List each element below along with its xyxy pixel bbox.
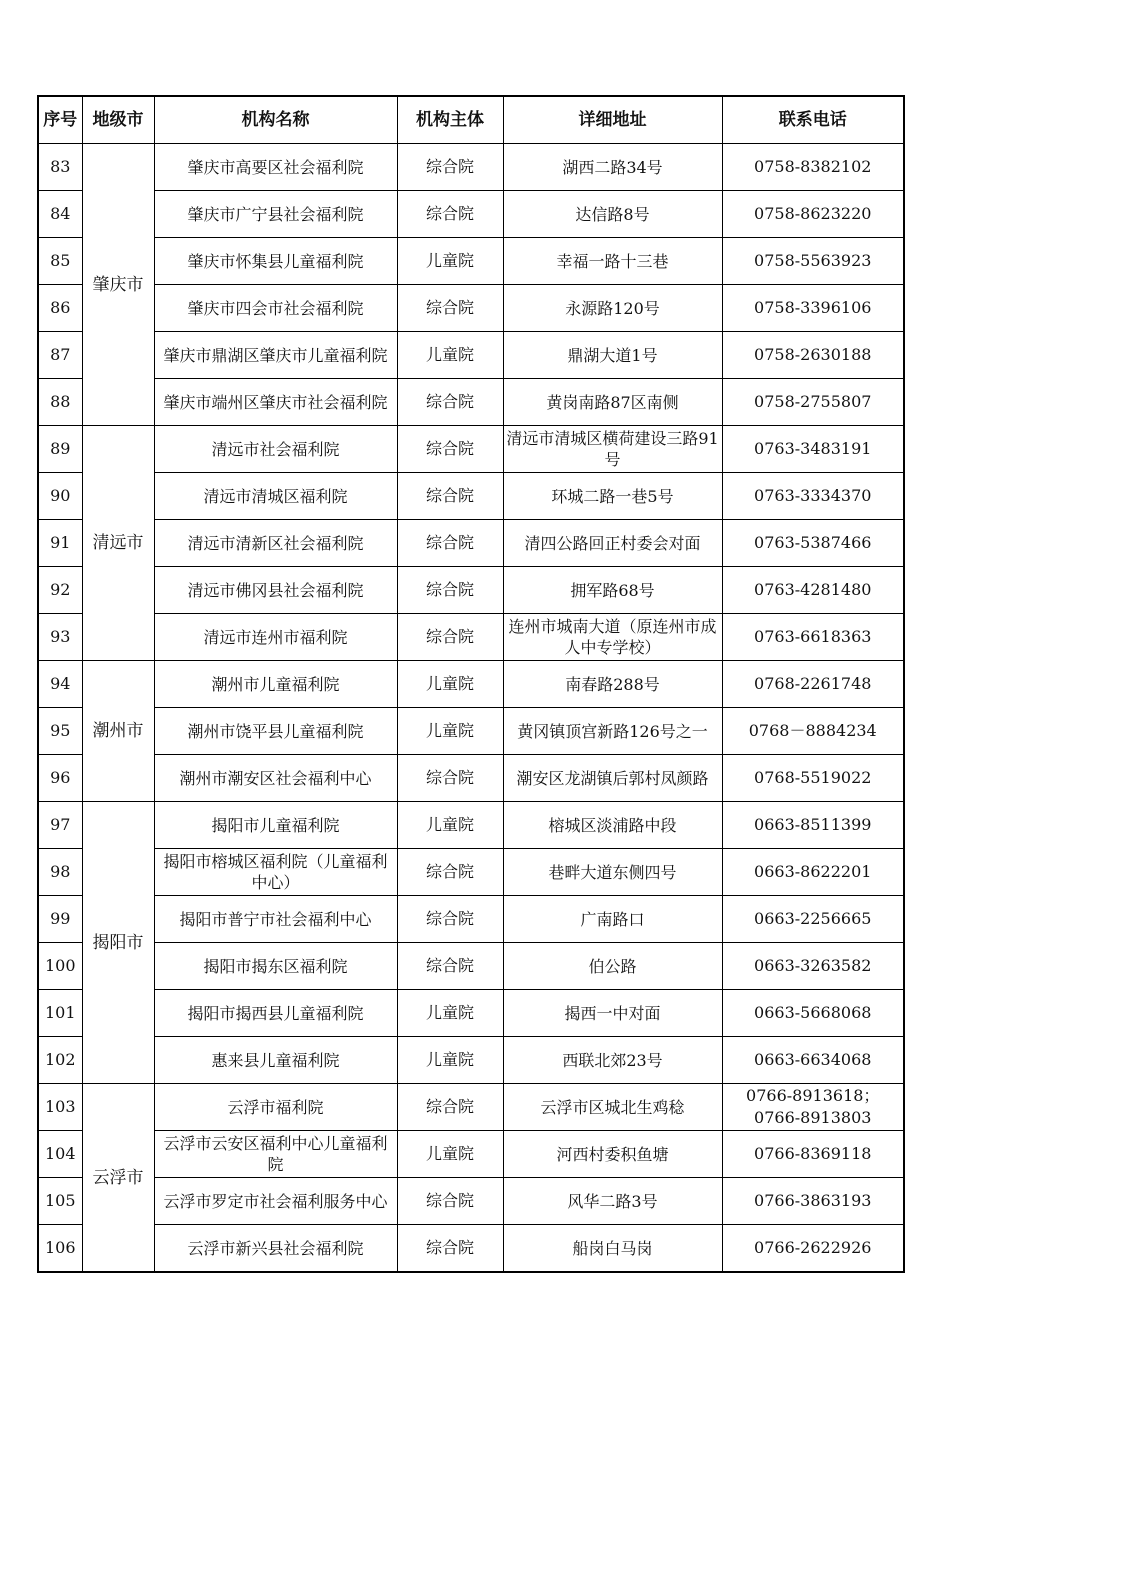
cell-phone: 0763-5387466 (722, 520, 904, 567)
table-row (38, 238, 904, 285)
cell-seq: 85 (38, 238, 82, 285)
cell-seq: 99 (38, 896, 82, 943)
table-row (38, 1131, 904, 1178)
cell-phone: 0766-8369118 (722, 1131, 904, 1178)
cell-name: 潮州市饶平县儿童福利院 (154, 708, 397, 755)
cell-phone: 0763-3483191 (722, 426, 904, 473)
table-row (38, 802, 904, 849)
table-row (38, 1084, 904, 1131)
cell-phone: 0758-8382102 (722, 144, 904, 191)
cell-name: 清远市佛冈县社会福利院 (154, 567, 397, 614)
header-type: 机构主体 (397, 96, 503, 144)
cell-type: 儿童院 (397, 708, 503, 755)
cell-type: 儿童院 (397, 990, 503, 1037)
cell-seq: 97 (38, 802, 82, 849)
cell-name: 肇庆市广宁县社会福利院 (154, 191, 397, 238)
cell-phone: 0758-2755807 (722, 379, 904, 426)
cell-phone: 0663-5668068 (722, 990, 904, 1037)
cell-address: 伯公路 (503, 943, 722, 990)
table-row (38, 379, 904, 426)
cell-name: 肇庆市鼎湖区肇庆市儿童福利院 (154, 332, 397, 379)
cell-address: 榕城区淡浦路中段 (503, 802, 722, 849)
table-row (38, 661, 904, 708)
cell-type: 儿童院 (397, 661, 503, 708)
table-row (38, 614, 904, 661)
cell-phone: 0758-8623220 (722, 191, 904, 238)
table-row (38, 990, 904, 1037)
cell-seq: 103 (38, 1084, 82, 1131)
table-row (38, 943, 904, 990)
cell-address: 揭西一中对面 (503, 990, 722, 1037)
cell-phone: 0763-4281480 (722, 567, 904, 614)
cell-name: 云浮市新兴县社会福利院 (154, 1225, 397, 1273)
table-row (38, 708, 904, 755)
cell-type: 儿童院 (397, 1131, 503, 1178)
cell-city: 潮州市 (82, 661, 154, 802)
cell-type: 综合院 (397, 473, 503, 520)
cell-seq: 106 (38, 1225, 82, 1273)
table-body (38, 144, 904, 1273)
cell-phone: 0758-3396106 (722, 285, 904, 332)
cell-address: 黄冈镇顶宫新路126号之一 (503, 708, 722, 755)
cell-address: 黄岗南路87区南侧 (503, 379, 722, 426)
cell-city: 清远市 (82, 426, 154, 661)
cell-name: 揭阳市儿童福利院 (154, 802, 397, 849)
cell-address: 河西村委积鱼塘 (503, 1131, 722, 1178)
cell-address: 永源路120号 (503, 285, 722, 332)
table-row (38, 473, 904, 520)
cell-type: 儿童院 (397, 1037, 503, 1084)
cell-seq: 83 (38, 144, 82, 191)
cell-type: 综合院 (397, 1225, 503, 1273)
cell-seq: 102 (38, 1037, 82, 1084)
cell-name: 云浮市云安区福利中心儿童福利院 (154, 1131, 397, 1178)
cell-address: 南春路288号 (503, 661, 722, 708)
cell-type: 综合院 (397, 379, 503, 426)
cell-name: 揭阳市揭西县儿童福利院 (154, 990, 397, 1037)
cell-phone: 0766-3863193 (722, 1178, 904, 1225)
cell-type: 综合院 (397, 567, 503, 614)
cell-name: 揭阳市普宁市社会福利中心 (154, 896, 397, 943)
table-row (38, 896, 904, 943)
table-row (38, 191, 904, 238)
cell-address: 湖西二路34号 (503, 144, 722, 191)
cell-phone: 0766-8913618；0766-8913803 (722, 1084, 904, 1131)
cell-name: 惠来县儿童福利院 (154, 1037, 397, 1084)
cell-seq: 104 (38, 1131, 82, 1178)
cell-city: 肇庆市 (82, 144, 154, 426)
cell-name: 云浮市罗定市社会福利服务中心 (154, 1178, 397, 1225)
cell-seq: 94 (38, 661, 82, 708)
header-name: 机构名称 (154, 96, 397, 144)
cell-type: 综合院 (397, 896, 503, 943)
cell-phone: 0663-8511399 (722, 802, 904, 849)
cell-seq: 84 (38, 191, 82, 238)
cell-address: 云浮市区城北生鸡稔 (503, 1084, 722, 1131)
cell-type: 综合院 (397, 191, 503, 238)
cell-name: 揭阳市揭东区福利院 (154, 943, 397, 990)
cell-phone: 0663-3263582 (722, 943, 904, 990)
cell-address: 环城二路一巷5号 (503, 473, 722, 520)
cell-type: 综合院 (397, 520, 503, 567)
cell-phone: 0763-6618363 (722, 614, 904, 661)
cell-name: 肇庆市端州区肇庆市社会福利院 (154, 379, 397, 426)
cell-type: 综合院 (397, 1084, 503, 1131)
cell-type: 综合院 (397, 755, 503, 802)
table-row (38, 567, 904, 614)
cell-seq: 90 (38, 473, 82, 520)
cell-address: 西联北郊23号 (503, 1037, 722, 1084)
cell-type: 综合院 (397, 285, 503, 332)
cell-address: 广南路口 (503, 896, 722, 943)
cell-type: 儿童院 (397, 802, 503, 849)
cell-address: 潮安区龙湖镇后郭村凤颜路 (503, 755, 722, 802)
cell-name: 肇庆市怀集县儿童福利院 (154, 238, 397, 285)
cell-address: 拥军路68号 (503, 567, 722, 614)
cell-address: 清远市清城区横荷建设三路91号 (503, 426, 722, 473)
cell-seq: 92 (38, 567, 82, 614)
welfare-institution-table (37, 95, 905, 1273)
cell-seq: 96 (38, 755, 82, 802)
table-row (38, 520, 904, 567)
header-address: 详细地址 (503, 96, 722, 144)
table-row (38, 1178, 904, 1225)
header-seq: 序号 (38, 96, 82, 144)
cell-name: 揭阳市榕城区福利院（儿童福利中心） (154, 849, 397, 896)
cell-seq: 89 (38, 426, 82, 473)
cell-phone: 0763-3334370 (722, 473, 904, 520)
cell-phone: 0768－8884234 (722, 708, 904, 755)
cell-seq: 93 (38, 614, 82, 661)
cell-type: 综合院 (397, 426, 503, 473)
cell-seq: 98 (38, 849, 82, 896)
cell-phone: 0768-2261748 (722, 661, 904, 708)
table-row (38, 849, 904, 896)
cell-address: 清四公路回正村委会对面 (503, 520, 722, 567)
cell-phone: 0663-2256665 (722, 896, 904, 943)
table-row (38, 144, 904, 191)
cell-name: 肇庆市高要区社会福利院 (154, 144, 397, 191)
cell-type: 综合院 (397, 614, 503, 661)
cell-type: 综合院 (397, 943, 503, 990)
cell-name: 清远市连州市福利院 (154, 614, 397, 661)
cell-address: 连州市城南大道（原连州市成人中专学校） (503, 614, 722, 661)
cell-seq: 101 (38, 990, 82, 1037)
cell-name: 云浮市福利院 (154, 1084, 397, 1131)
cell-seq: 100 (38, 943, 82, 990)
cell-name: 清远市清城区福利院 (154, 473, 397, 520)
cell-type: 综合院 (397, 1178, 503, 1225)
table-row (38, 332, 904, 379)
cell-city: 揭阳市 (82, 802, 154, 1084)
table-row (38, 1037, 904, 1084)
table-row (38, 285, 904, 332)
cell-type: 儿童院 (397, 332, 503, 379)
header-city: 地级市 (82, 96, 154, 144)
cell-phone: 0758-5563923 (722, 238, 904, 285)
cell-phone: 0766-2622926 (722, 1225, 904, 1273)
cell-type: 综合院 (397, 144, 503, 191)
cell-address: 风华二路3号 (503, 1178, 722, 1225)
cell-address: 船岗白马岗 (503, 1225, 722, 1273)
cell-name: 清远市清新区社会福利院 (154, 520, 397, 567)
table-header-row (38, 96, 904, 144)
header-phone: 联系电话 (722, 96, 904, 144)
cell-seq: 88 (38, 379, 82, 426)
cell-name: 肇庆市四会市社会福利院 (154, 285, 397, 332)
cell-address: 达信路8号 (503, 191, 722, 238)
cell-address: 幸福一路十三巷 (503, 238, 722, 285)
cell-type: 综合院 (397, 849, 503, 896)
cell-seq: 87 (38, 332, 82, 379)
cell-city: 云浮市 (82, 1084, 154, 1273)
cell-name: 清远市社会福利院 (154, 426, 397, 473)
cell-name: 潮州市潮安区社会福利中心 (154, 755, 397, 802)
cell-phone: 0663-6634068 (722, 1037, 904, 1084)
cell-seq: 86 (38, 285, 82, 332)
cell-address: 巷畔大道东侧四号 (503, 849, 722, 896)
cell-phone: 0663-8622201 (722, 849, 904, 896)
cell-seq: 91 (38, 520, 82, 567)
cell-phone: 0768-5519022 (722, 755, 904, 802)
cell-name: 潮州市儿童福利院 (154, 661, 397, 708)
cell-seq: 105 (38, 1178, 82, 1225)
cell-seq: 95 (38, 708, 82, 755)
cell-type: 儿童院 (397, 238, 503, 285)
cell-phone: 0758-2630188 (722, 332, 904, 379)
table-row (38, 1225, 904, 1273)
table-row (38, 755, 904, 802)
table-row (38, 426, 904, 473)
cell-address: 鼎湖大道1号 (503, 332, 722, 379)
